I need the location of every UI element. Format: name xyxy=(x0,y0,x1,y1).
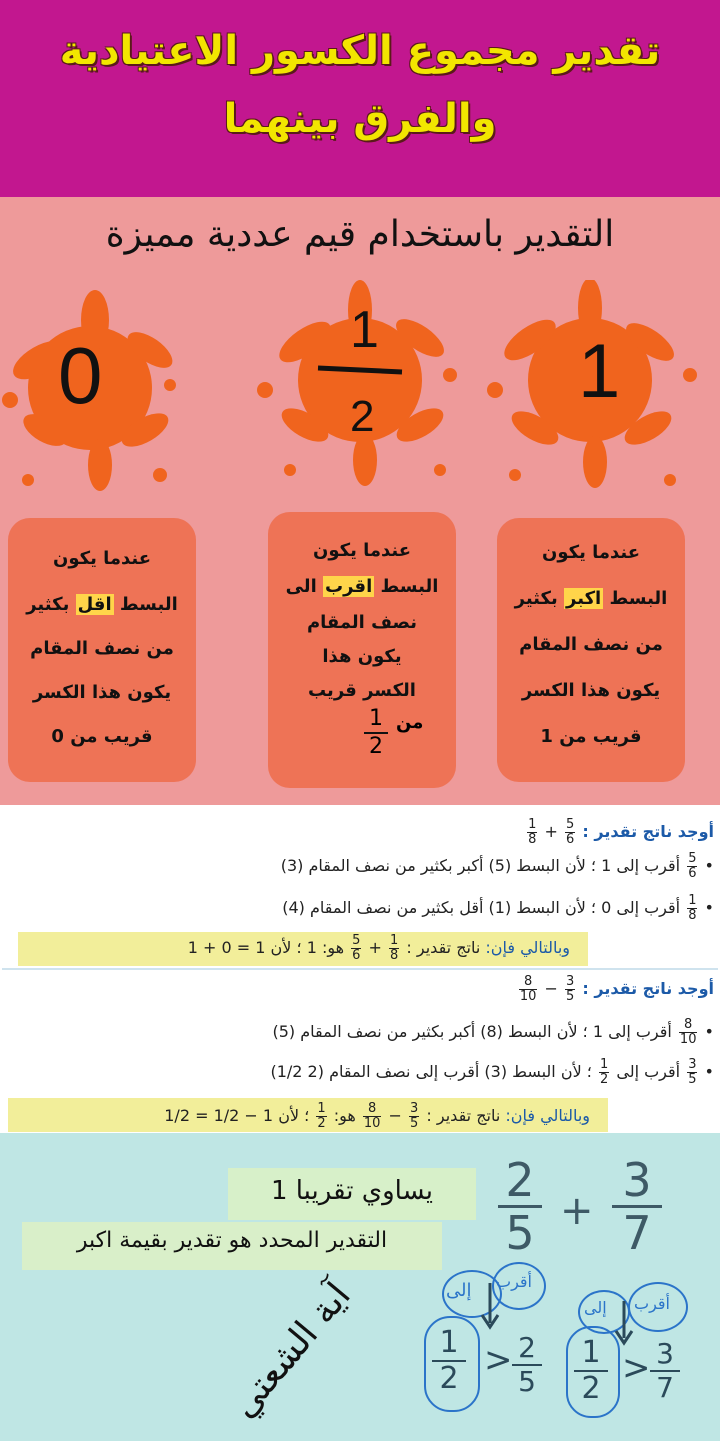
card-middle-line5: الكسر قريب xyxy=(308,680,416,701)
card-middle-frac-den: 2 xyxy=(369,734,383,759)
card-right-line2: البسط اكبر بكثير xyxy=(514,588,668,609)
title-line-2: والفرق بينهما xyxy=(223,96,497,142)
splat-middle-numerator: 1 xyxy=(350,301,379,359)
gt-right: > xyxy=(622,1348,651,1388)
card-middle-fraction xyxy=(364,706,388,760)
card-left-line3: من نصف المقام xyxy=(30,638,174,659)
highlight-greater: اكبر xyxy=(566,588,602,609)
example2-question: أوجد ناتج تقدير : $\frac{3}{5}$ − $\frac{8}{10}$ xyxy=(519,974,714,1004)
card-right xyxy=(497,518,685,782)
card-middle-line3: نصف المقام xyxy=(306,612,418,633)
card-middle-line2: البسط اقرب الى xyxy=(285,576,439,597)
author-signature: آية الشعتي xyxy=(223,1275,359,1426)
card-left-line4: يكون هذا الكسر xyxy=(32,682,172,703)
example1-question: أوجد ناتج تقدير : $\frac{5}{6}$ + $\frac{1}{8}$ xyxy=(528,817,714,847)
example1-q-frac1: $\frac{5}{6}$ xyxy=(566,817,575,847)
example1-q-frac2: $\frac{1}{8}$ xyxy=(528,817,537,847)
example1-bullet1: • $\frac{5}{6}$ أقرب إلى 1 ؛ لأن البسط (5) أكبر بكثير من نصف المقام (3) xyxy=(280,851,714,881)
cmp-frac-left: 2 5 xyxy=(512,1332,542,1398)
closer-label-left2: أقرب xyxy=(496,1272,532,1291)
cmp-frac-right: 3 7 xyxy=(650,1338,680,1404)
card-right-line4: يكون هذا الكسر xyxy=(521,680,661,701)
card-middle xyxy=(268,512,456,788)
card-left-line2: البسط اقل بكثير xyxy=(26,594,178,615)
highlight-less: اقل xyxy=(77,594,112,615)
splat-left-zero: 0 xyxy=(58,331,103,420)
gt-left: > xyxy=(484,1340,513,1380)
title-line-1: تقدير مجموع الكسور الاعتيادية xyxy=(59,28,661,74)
example2-bullet2: • $\frac{3}{5}$ أقرب إلى $\frac{1}{2}$ ؛ لأن البسط (3) أقرب إلى نصف المقام (2 1/2) xyxy=(270,1057,714,1087)
example2-bullet1: • $\frac{8}{10}$ أقرب إلى 1 ؛ لأن البسط (8) أكبر بكثير من نصف المقام (5) xyxy=(272,1017,714,1047)
card-middle-line6: من xyxy=(396,712,424,733)
example2-conclusion: وبالتالي فإن: ناتج تقدير : $\frac{3}{5}$ − $\frac{8}{10}$ هو: $\frac{1}{2}$ ؛ لأن 1 − 1/2 = 1/2 xyxy=(164,1101,590,1131)
half-right: 1 2 xyxy=(574,1336,608,1406)
closer-label-right: إلى xyxy=(584,1298,607,1317)
highlight-closer: اقرب xyxy=(325,576,373,597)
card-middle-line4: يكون هذا xyxy=(322,646,402,667)
card-right-line1: عندما يكون xyxy=(541,542,641,563)
card-left-line1: عندما يكون xyxy=(52,548,152,569)
example1-conclusion: وبالتالي فإن: ناتج تقدير : $\frac{1}{8}$ + $\frac{5}{6}$ هو: 1 ؛ لأن 1 = 0 + 1 xyxy=(187,933,570,963)
closer-label-right2: أقرب xyxy=(634,1294,670,1313)
approx-text: يساوي تقريبا 1 xyxy=(270,1176,434,1206)
hand-frac2: 3 7 xyxy=(612,1155,662,1258)
closer-label-left: إلى xyxy=(446,1280,472,1301)
example1-bullet2: • $\frac{1}{8}$ أقرب إلى 0 ؛ لأن البسط (1) أقل بكثير من نصف المقام (4) xyxy=(282,893,714,923)
splat-middle-denominator: 2 xyxy=(350,392,375,441)
hand-plus: + xyxy=(560,1188,594,1234)
half-left: 1 2 xyxy=(432,1326,466,1396)
card-left-line5: قريب من 0 xyxy=(51,726,153,747)
hand-frac1: 2 5 xyxy=(498,1155,542,1258)
section-subtitle: التقدير باستخدام قيم عددية مميزة xyxy=(105,214,615,255)
header-banner xyxy=(0,0,720,197)
splat-right-one: 1 xyxy=(578,329,621,414)
card-middle-line1: عندما يكون xyxy=(312,540,412,561)
card-middle-frac-num: 1 xyxy=(364,706,388,734)
card-right-line3: من نصف المقام xyxy=(519,634,663,655)
card-right-line5: قريب من 1 xyxy=(540,726,642,747)
card-left xyxy=(8,518,196,782)
note-text: التقدير المحدد هو تقدير بقيمة اكبر xyxy=(76,1228,388,1253)
